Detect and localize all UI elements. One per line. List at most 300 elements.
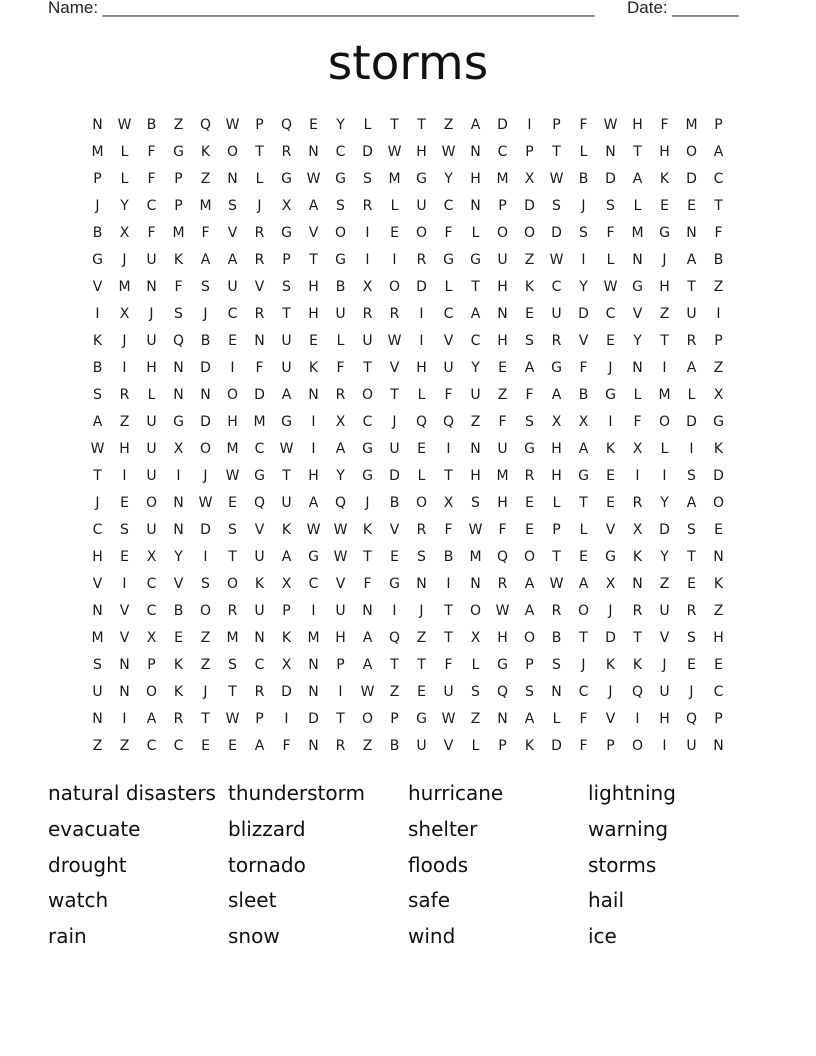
grid-letter[interactable]: H <box>416 360 427 376</box>
grid-letter[interactable]: C <box>92 522 103 538</box>
grid-letter[interactable]: S <box>687 522 696 538</box>
grid-letter[interactable]: Z <box>713 360 724 376</box>
grid-letter[interactable]: X <box>119 225 130 241</box>
grid-letter[interactable]: M <box>172 225 185 241</box>
grid-letter[interactable]: F <box>255 360 264 376</box>
grid-letter[interactable]: X <box>578 414 589 430</box>
grid-letter[interactable]: X <box>146 630 157 646</box>
grid-letter[interactable]: O <box>523 225 536 241</box>
grid-letter[interactable]: Q <box>415 414 428 430</box>
grid-letter[interactable]: I <box>662 468 667 484</box>
grid-letter[interactable]: J <box>203 306 208 322</box>
grid-letter[interactable]: N <box>308 144 319 160</box>
grid-letter[interactable]: T <box>660 333 669 349</box>
grid-letter[interactable]: D <box>605 630 616 646</box>
grid-letter[interactable]: E <box>660 198 669 214</box>
grid-letter[interactable]: S <box>525 684 534 700</box>
grid-letter[interactable]: R <box>686 333 697 349</box>
grid-letter[interactable]: D <box>605 171 616 187</box>
grid-letter[interactable]: J <box>392 414 397 430</box>
grid-letter[interactable]: N <box>470 198 481 214</box>
grid-letter[interactable]: T <box>255 144 264 160</box>
grid-letter[interactable]: C <box>335 144 346 160</box>
grid-letter[interactable]: S <box>552 198 561 214</box>
grid-letter[interactable]: M <box>469 549 482 565</box>
grid-letter[interactable]: V <box>254 279 265 295</box>
grid-letter[interactable]: D <box>578 306 589 322</box>
grid-letter[interactable]: I <box>176 468 181 484</box>
grid-letter[interactable]: U <box>254 603 265 619</box>
grid-letter[interactable]: U <box>470 387 481 403</box>
grid-letter[interactable]: T <box>714 198 723 214</box>
grid-letter[interactable]: A <box>227 252 238 268</box>
grid-letter[interactable]: X <box>335 414 346 430</box>
grid-letter[interactable]: W <box>90 441 105 457</box>
grid-letter[interactable]: X <box>632 522 643 538</box>
grid-letter[interactable]: T <box>390 657 399 673</box>
grid-letter[interactable]: K <box>605 441 616 457</box>
grid-letter[interactable]: E <box>174 630 183 646</box>
grid-letter[interactable]: T <box>633 630 642 646</box>
grid-letter[interactable]: I <box>392 252 397 268</box>
grid-letter[interactable]: G <box>443 252 454 268</box>
grid-letter[interactable]: N <box>173 387 184 403</box>
grid-letter[interactable]: U <box>281 333 292 349</box>
grid-letter[interactable]: B <box>578 171 589 187</box>
grid-letter[interactable]: X <box>524 171 535 187</box>
grid-letter[interactable]: I <box>203 549 208 565</box>
grid-letter[interactable]: Z <box>362 738 373 754</box>
grid-letter[interactable]: N <box>92 711 103 727</box>
grid-letter[interactable]: F <box>282 738 291 754</box>
grid-letter[interactable]: K <box>173 252 184 268</box>
grid-letter[interactable]: M <box>631 225 644 241</box>
grid-letter[interactable]: F <box>444 657 453 673</box>
grid-letter[interactable]: Q <box>280 117 293 133</box>
grid-letter[interactable]: S <box>525 414 534 430</box>
grid-letter[interactable]: O <box>199 603 212 619</box>
grid-letter[interactable]: O <box>415 225 428 241</box>
grid-letter[interactable]: T <box>93 468 102 484</box>
grid-letter[interactable]: M <box>496 171 509 187</box>
grid-letter[interactable]: C <box>146 198 157 214</box>
grid-letter[interactable]: A <box>470 117 481 133</box>
grid-letter[interactable]: W <box>441 144 456 160</box>
grid-letter[interactable]: T <box>552 549 561 565</box>
grid-letter[interactable]: P <box>498 738 507 754</box>
grid-letter[interactable]: I <box>122 711 127 727</box>
grid-letter[interactable]: V <box>605 522 616 538</box>
grid-letter[interactable]: D <box>200 522 211 538</box>
grid-letter[interactable]: Y <box>660 495 669 511</box>
grid-letter[interactable]: G <box>659 225 670 241</box>
grid-letter[interactable]: N <box>632 252 643 268</box>
grid-letter[interactable]: P <box>714 711 723 727</box>
grid-letter[interactable]: N <box>308 684 319 700</box>
grid-letter[interactable]: U <box>92 684 103 700</box>
grid-letter[interactable]: J <box>608 684 613 700</box>
grid-letter[interactable]: S <box>174 306 183 322</box>
grid-letter[interactable]: U <box>389 441 400 457</box>
grid-letter[interactable]: C <box>173 738 184 754</box>
grid-letter[interactable]: A <box>281 549 292 565</box>
grid-letter[interactable]: T <box>228 684 237 700</box>
grid-letter[interactable]: U <box>335 306 346 322</box>
grid-letter[interactable]: T <box>228 549 237 565</box>
grid-letter[interactable]: V <box>92 279 103 295</box>
grid-letter[interactable]: I <box>419 333 424 349</box>
grid-letter[interactable]: D <box>551 225 562 241</box>
grid-letter[interactable]: R <box>173 711 184 727</box>
grid-letter[interactable]: E <box>417 441 426 457</box>
grid-letter[interactable]: B <box>551 630 562 646</box>
grid-letter[interactable]: E <box>309 117 318 133</box>
grid-letter[interactable]: B <box>92 360 103 376</box>
grid-letter[interactable]: K <box>713 441 724 457</box>
grid-letter[interactable]: I <box>122 576 127 592</box>
grid-letter[interactable]: V <box>335 576 346 592</box>
grid-letter[interactable]: Q <box>496 549 509 565</box>
grid-letter[interactable]: L <box>120 144 129 160</box>
grid-letter[interactable]: A <box>632 171 643 187</box>
grid-letter[interactable]: U <box>659 684 670 700</box>
grid-letter[interactable]: O <box>496 225 509 241</box>
grid-letter[interactable]: O <box>361 711 374 727</box>
grid-letter[interactable]: B <box>146 117 157 133</box>
grid-letter[interactable]: J <box>149 306 154 322</box>
grid-letter[interactable]: N <box>308 657 319 673</box>
grid-letter[interactable]: N <box>470 576 481 592</box>
grid-letter[interactable]: O <box>685 144 698 160</box>
grid-letter[interactable]: R <box>119 387 130 403</box>
grid-letter[interactable]: R <box>227 603 238 619</box>
grid-letter[interactable]: K <box>524 738 535 754</box>
grid-letter[interactable]: Q <box>685 711 698 727</box>
grid-letter[interactable]: O <box>712 495 725 511</box>
grid-letter[interactable]: H <box>92 549 103 565</box>
grid-letter[interactable]: C <box>713 684 724 700</box>
grid-letter[interactable]: B <box>173 603 184 619</box>
grid-letter[interactable]: T <box>633 144 642 160</box>
grid-letter[interactable]: N <box>362 603 373 619</box>
grid-letter[interactable]: T <box>390 117 399 133</box>
grid-letter[interactable]: N <box>551 684 562 700</box>
grid-letter[interactable]: A <box>92 414 103 430</box>
grid-letter[interactable]: I <box>95 306 100 322</box>
grid-letter[interactable]: W <box>387 333 402 349</box>
grid-letter[interactable]: M <box>307 630 320 646</box>
grid-letter[interactable]: T <box>417 117 426 133</box>
grid-letter[interactable]: K <box>524 279 535 295</box>
grid-letter[interactable]: C <box>146 576 157 592</box>
grid-letter[interactable]: N <box>92 603 103 619</box>
grid-letter[interactable]: U <box>281 360 292 376</box>
grid-letter[interactable]: F <box>201 225 210 241</box>
grid-letter[interactable]: X <box>632 441 643 457</box>
grid-letter[interactable]: O <box>334 225 347 241</box>
grid-letter[interactable]: N <box>713 549 724 565</box>
grid-letter[interactable]: W <box>225 117 240 133</box>
grid-letter[interactable]: N <box>254 333 265 349</box>
grid-letter[interactable]: L <box>471 738 480 754</box>
grid-letter[interactable]: M <box>91 144 104 160</box>
grid-letter[interactable]: G <box>281 171 292 187</box>
grid-letter[interactable]: Z <box>497 387 508 403</box>
grid-letter[interactable]: L <box>255 171 264 187</box>
grid-letter[interactable]: N <box>173 495 184 511</box>
grid-letter[interactable]: Q <box>388 630 401 646</box>
grid-letter[interactable]: U <box>443 360 454 376</box>
grid-letter[interactable]: C <box>254 657 265 673</box>
grid-letter[interactable]: S <box>93 387 102 403</box>
grid-letter[interactable]: A <box>362 630 373 646</box>
grid-letter[interactable]: C <box>551 279 562 295</box>
grid-letter[interactable]: H <box>659 711 670 727</box>
grid-letter[interactable]: N <box>173 360 184 376</box>
grid-letter[interactable]: X <box>605 576 616 592</box>
grid-letter[interactable]: S <box>363 171 372 187</box>
grid-letter[interactable]: G <box>173 414 184 430</box>
grid-letter[interactable]: N <box>119 684 130 700</box>
grid-letter[interactable]: E <box>498 360 507 376</box>
grid-letter[interactable]: G <box>281 414 292 430</box>
grid-letter[interactable]: K <box>632 549 643 565</box>
grid-letter[interactable]: W <box>549 252 564 268</box>
grid-letter[interactable]: N <box>200 387 211 403</box>
grid-letter[interactable]: J <box>365 495 370 511</box>
grid-letter[interactable]: U <box>146 333 157 349</box>
grid-letter[interactable]: N <box>605 144 616 160</box>
grid-letter[interactable]: P <box>174 198 183 214</box>
grid-letter[interactable]: A <box>200 252 211 268</box>
grid-letter[interactable]: C <box>362 414 373 430</box>
grid-letter[interactable]: Y <box>660 549 669 565</box>
grid-letter[interactable]: U <box>416 738 427 754</box>
grid-letter[interactable]: S <box>687 468 696 484</box>
grid-letter[interactable]: E <box>228 333 237 349</box>
grid-letter[interactable]: B <box>713 252 724 268</box>
grid-letter[interactable]: T <box>309 252 318 268</box>
grid-letter[interactable]: P <box>336 657 345 673</box>
grid-letter[interactable]: V <box>173 576 184 592</box>
grid-letter[interactable]: G <box>416 171 427 187</box>
grid-letter[interactable]: S <box>336 198 345 214</box>
grid-letter[interactable]: G <box>92 252 103 268</box>
grid-letter[interactable]: O <box>415 495 428 511</box>
grid-letter[interactable]: P <box>498 198 507 214</box>
grid-letter[interactable]: U <box>551 306 562 322</box>
grid-letter[interactable]: N <box>686 225 697 241</box>
grid-letter[interactable]: W <box>603 117 618 133</box>
grid-letter[interactable]: E <box>201 738 210 754</box>
grid-letter[interactable]: E <box>579 549 588 565</box>
grid-letter[interactable]: F <box>633 414 642 430</box>
grid-letter[interactable]: N <box>497 306 508 322</box>
grid-letter[interactable]: B <box>389 495 400 511</box>
grid-letter[interactable]: Q <box>253 495 266 511</box>
grid-letter[interactable]: F <box>579 360 588 376</box>
grid-letter[interactable]: C <box>308 576 319 592</box>
grid-letter[interactable]: P <box>255 711 264 727</box>
grid-letter[interactable]: T <box>282 468 291 484</box>
grid-letter[interactable]: N <box>308 738 319 754</box>
grid-letter[interactable]: Y <box>633 333 642 349</box>
grid-letter[interactable]: U <box>659 603 670 619</box>
grid-letter[interactable]: Z <box>659 306 670 322</box>
grid-letter[interactable]: E <box>228 738 237 754</box>
grid-letter[interactable]: H <box>497 279 508 295</box>
grid-letter[interactable]: V <box>659 630 670 646</box>
grid-letter[interactable]: M <box>226 630 239 646</box>
grid-letter[interactable]: Z <box>443 117 454 133</box>
grid-letter[interactable]: I <box>365 225 370 241</box>
grid-letter[interactable]: G <box>173 144 184 160</box>
grid-letter[interactable]: T <box>336 711 345 727</box>
grid-letter[interactable]: A <box>524 603 535 619</box>
grid-letter[interactable]: S <box>201 576 210 592</box>
grid-letter[interactable]: F <box>174 279 183 295</box>
grid-letter[interactable]: H <box>551 441 562 457</box>
grid-letter[interactable]: G <box>335 252 346 268</box>
grid-letter[interactable]: R <box>362 306 373 322</box>
grid-letter[interactable]: G <box>416 711 427 727</box>
grid-letter[interactable]: R <box>335 387 346 403</box>
grid-letter[interactable]: W <box>333 549 348 565</box>
grid-letter[interactable]: F <box>498 414 507 430</box>
grid-letter[interactable]: H <box>497 495 508 511</box>
grid-letter[interactable]: R <box>254 684 265 700</box>
grid-letter[interactable]: T <box>687 549 696 565</box>
grid-letter[interactable]: W <box>387 144 402 160</box>
grid-letter[interactable]: I <box>662 738 667 754</box>
grid-letter[interactable]: L <box>417 387 426 403</box>
grid-letter[interactable]: Y <box>579 279 588 295</box>
grid-letter[interactable]: P <box>714 333 723 349</box>
grid-letter[interactable]: C <box>254 441 265 457</box>
grid-letter[interactable]: I <box>608 414 613 430</box>
grid-letter[interactable]: K <box>200 144 211 160</box>
grid-letter[interactable]: H <box>335 630 346 646</box>
grid-letter[interactable]: H <box>632 117 643 133</box>
grid-letter[interactable]: R <box>254 306 265 322</box>
grid-letter[interactable]: N <box>497 711 508 727</box>
grid-letter[interactable]: B <box>200 333 211 349</box>
grid-letter[interactable]: N <box>146 279 157 295</box>
grid-letter[interactable]: M <box>496 468 509 484</box>
grid-letter[interactable]: T <box>444 630 453 646</box>
grid-letter[interactable]: X <box>281 576 292 592</box>
grid-letter[interactable]: M <box>118 279 131 295</box>
grid-letter[interactable]: G <box>335 171 346 187</box>
grid-letter[interactable]: H <box>308 306 319 322</box>
grid-letter[interactable]: G <box>389 576 400 592</box>
grid-letter[interactable]: Z <box>713 279 724 295</box>
grid-letter[interactable]: S <box>552 657 561 673</box>
grid-letter[interactable]: F <box>147 171 156 187</box>
grid-letter[interactable]: A <box>362 657 373 673</box>
grid-letter[interactable]: J <box>122 333 127 349</box>
grid-letter[interactable]: B <box>92 225 103 241</box>
grid-letter[interactable]: S <box>687 630 696 646</box>
grid-letter[interactable]: G <box>470 252 481 268</box>
grid-letter[interactable]: X <box>281 198 292 214</box>
grid-letter[interactable]: K <box>713 576 724 592</box>
grid-letter[interactable]: D <box>551 738 562 754</box>
grid-letter[interactable]: L <box>471 225 480 241</box>
grid-letter[interactable]: Y <box>120 198 129 214</box>
grid-letter[interactable]: W <box>117 117 132 133</box>
grid-letter[interactable]: H <box>659 144 670 160</box>
grid-letter[interactable]: C <box>605 306 616 322</box>
grid-letter[interactable]: R <box>686 603 697 619</box>
grid-letter[interactable]: A <box>254 738 265 754</box>
grid-letter[interactable]: V <box>254 522 265 538</box>
grid-letter[interactable]: A <box>578 576 589 592</box>
grid-letter[interactable]: J <box>662 252 667 268</box>
grid-letter[interactable]: U <box>146 468 157 484</box>
grid-letter[interactable]: L <box>417 468 426 484</box>
grid-letter[interactable]: F <box>606 225 615 241</box>
grid-letter[interactable]: Z <box>200 630 211 646</box>
grid-letter[interactable]: E <box>606 333 615 349</box>
grid-letter[interactable]: R <box>281 144 292 160</box>
grid-letter[interactable]: I <box>635 711 640 727</box>
grid-letter[interactable]: D <box>659 522 670 538</box>
grid-letter[interactable]: E <box>390 549 399 565</box>
grid-letter[interactable]: R <box>551 603 562 619</box>
grid-letter[interactable]: D <box>713 468 724 484</box>
grid-letter[interactable]: J <box>689 684 694 700</box>
grid-letter[interactable]: G <box>524 441 535 457</box>
grid-letter[interactable]: E <box>687 576 696 592</box>
grid-letter[interactable]: G <box>281 225 292 241</box>
grid-letter[interactable]: I <box>230 360 235 376</box>
grid-letter[interactable]: E <box>687 657 696 673</box>
grid-letter[interactable]: D <box>416 279 427 295</box>
grid-letter[interactable]: B <box>443 549 454 565</box>
grid-letter[interactable]: W <box>441 711 456 727</box>
grid-letter[interactable]: N <box>227 171 238 187</box>
grid-letter[interactable]: K <box>92 333 103 349</box>
grid-letter[interactable]: I <box>581 252 586 268</box>
grid-letter[interactable]: S <box>282 279 291 295</box>
grid-letter[interactable]: M <box>226 441 239 457</box>
grid-letter[interactable]: X <box>443 495 454 511</box>
grid-letter[interactable]: S <box>228 657 237 673</box>
grid-letter[interactable]: P <box>525 144 534 160</box>
grid-letter[interactable]: M <box>253 414 266 430</box>
grid-letter[interactable]: L <box>390 198 399 214</box>
grid-letter[interactable]: X <box>173 441 184 457</box>
grid-letter[interactable]: I <box>635 468 640 484</box>
grid-letter[interactable]: F <box>147 144 156 160</box>
grid-letter[interactable]: O <box>523 630 536 646</box>
grid-letter[interactable]: F <box>660 117 669 133</box>
grid-letter[interactable]: E <box>525 522 534 538</box>
grid-letter[interactable]: W <box>306 522 321 538</box>
grid-letter[interactable]: U <box>497 252 508 268</box>
grid-letter[interactable]: M <box>388 171 401 187</box>
grid-letter[interactable]: G <box>713 414 724 430</box>
grid-letter[interactable]: L <box>579 144 588 160</box>
grid-letter[interactable]: H <box>497 630 508 646</box>
grid-letter[interactable]: K <box>605 657 616 673</box>
grid-letter[interactable]: W <box>306 171 321 187</box>
grid-letter[interactable]: E <box>390 225 399 241</box>
grid-letter[interactable]: K <box>308 360 319 376</box>
date-field[interactable]: Date: _______ <box>627 0 739 17</box>
grid-letter[interactable]: Z <box>200 171 211 187</box>
